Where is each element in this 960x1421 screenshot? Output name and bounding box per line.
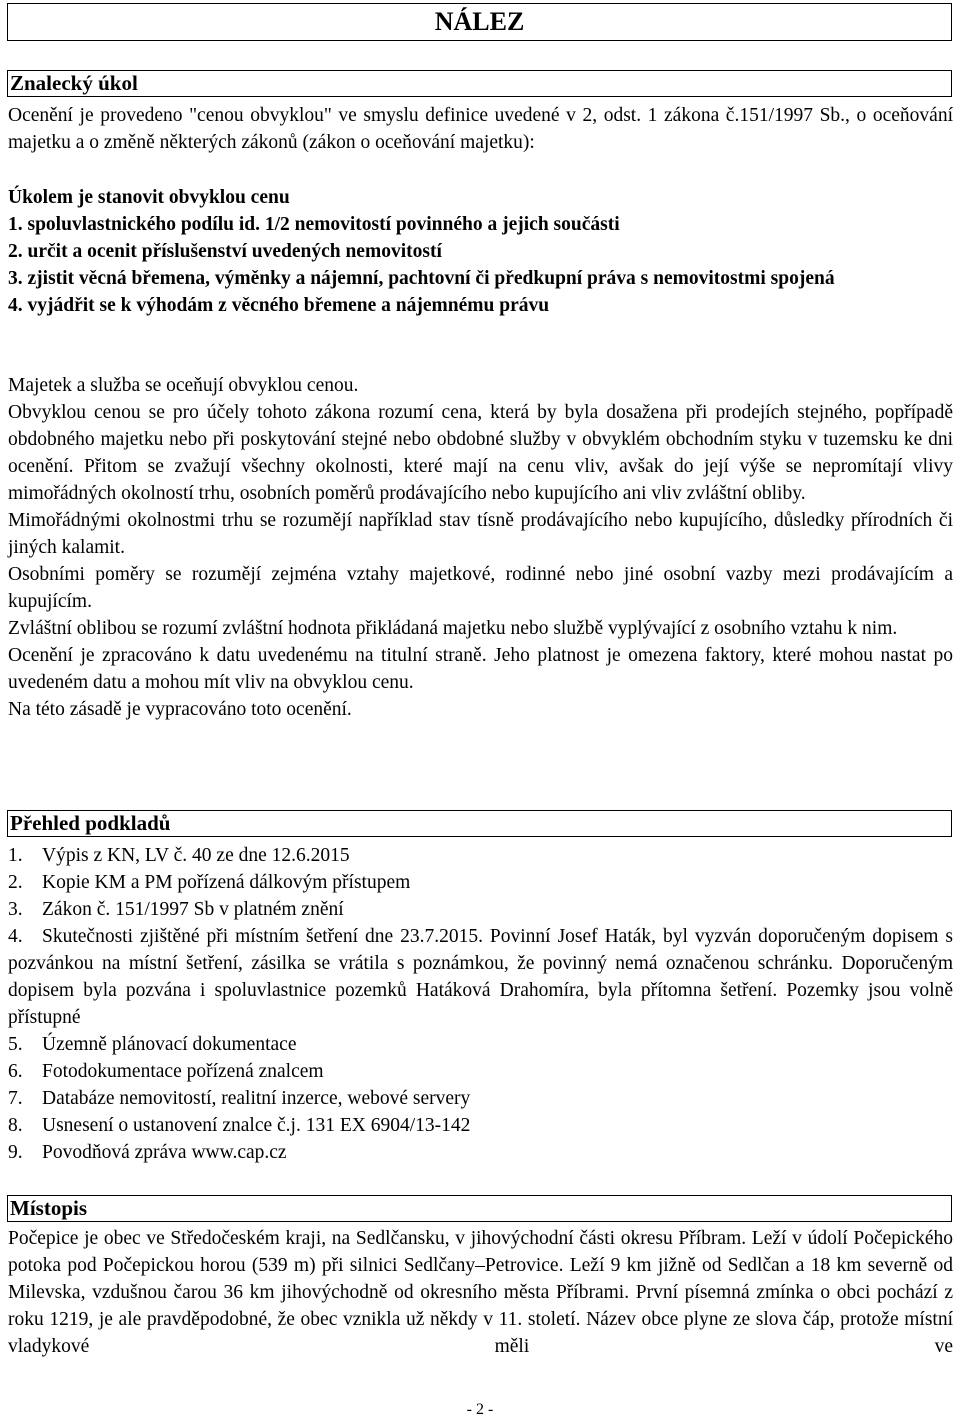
definition-paragraph: Majetek a služba se oceňují obvyklou cenou. xyxy=(8,375,359,396)
page-number: - 2 - xyxy=(466,1401,494,1418)
task-item: 2. určit a ocenit příslušenství uvedených nemovitostí xyxy=(8,241,442,262)
list-item: 5. Územně plánovací dokumentace xyxy=(8,1034,297,1055)
definition-text xyxy=(8,372,953,723)
list-item: 2. Kopie KM a PM pořízená dálkovým přístupem xyxy=(8,872,411,893)
section-heading-znalecky-ukol: Znalecký úkol xyxy=(7,70,952,97)
definition-paragraph: Na této zásadě je vypracováno toto ocenění. xyxy=(8,699,352,720)
list-item: 6. Fotodokumentace pořízená znalcem xyxy=(8,1061,324,1082)
definition-paragraph: Mimořádnými okolnostmi trhu se rozumějí například stav tísně prodávajícího nebo kupujícího, důsledky přírodních či jiných kalamit. xyxy=(8,510,953,558)
list-item: 4. Skutečnosti zjištěné při místním šetření dne 23.7.2015. Povinní Josef Haták, byl vyzván doporučeným dopisem s pozvánkou na místní šetření, zásilka se vrátila s poznámkou, že povinný nemá označenou schránku. Doporučeným dopisem byla pozvána i spoluvlastnice pozemků Hatáková Drahomíra, byla přítomna šetření. Pozemky jsou volně přístupné xyxy=(8,926,953,1028)
list-item: 9. Povodňová zpráva www.cap.cz xyxy=(8,1142,287,1163)
definition-paragraph: Zvláštní oblibou se rozumí zvláštní hodnota přikládaná majetku nebo službě vyplývající z osobního vztahu k nim. xyxy=(8,618,898,639)
list-item: 1. Výpis z KN, LV č. 40 ze dne 12.6.2015 xyxy=(8,845,350,866)
podklady-list xyxy=(8,842,953,1166)
section-heading-podklady: Přehled podkladů xyxy=(7,810,952,837)
task-item: 4. vyjádřit se k výhodám z věcného břemene a nájemnému právu xyxy=(8,295,550,316)
page-title: NÁLEZ xyxy=(7,3,952,41)
list-item: 3. Zákon č. 151/1997 Sb v platném znění xyxy=(8,899,344,920)
mistopis-paragraph: Počepice je obec ve Středočeském kraji, na Sedlčansku, v jihovýchodní části okresu Příbram. Leží v údolí Počepického potoka pod Počepickou horou (539 m) při silnici Sedlčany–Petrovice. Leží 9 km jižně od Sedlčan a 18 km severně od Milevska, vzdušnou čarou 36 km jihovýchodně od okresního města Příbrami. První písemná zmínka o obci pochází z roku 1219, je ale pravděpodobné, že obec vznikla už někdy v 11. století. Název obce plyne ze slova čáp, protože místní vladykové měli ve xyxy=(8,1228,953,1357)
list-item: 8. Usnesení o ustanovení znalce č.j. 131 EX 6904/13-142 xyxy=(8,1115,471,1136)
section-heading-mistopis: Místopis xyxy=(7,1195,952,1222)
intro-paragraph: Ocenění je provedeno "cenou obvyklou" ve smyslu definice uvedené v 2, odst. 1 zákona č.151/1997 Sb., o oceňování majetku a o změně některých zákonů (zákon o oceňování majetku): xyxy=(8,105,953,153)
definition-paragraph: Osobními poměry se rozumějí zejména vztahy majetkové, rodinné nebo jiné osobní vazby mezi prodávajícím a kupujícím. xyxy=(8,564,953,612)
task-list xyxy=(8,184,953,319)
task-item: 3. zjistit věcná břemena, výměnky a nájemní, pachtovní či předkupní práva s nemovitostmi spojená xyxy=(8,268,835,289)
list-item: 7. Databáze nemovitostí, realitní inzerce, webové servery xyxy=(8,1088,471,1109)
task-item: 1. spoluvlastnického podílu id. 1/2 nemovitostí povinného a jejich součásti xyxy=(8,214,620,235)
task-title: Úkolem je stanovit obvyklou cenu xyxy=(8,187,290,208)
definition-paragraph: Ocenění je zpracováno k datu uvedenému na titulní straně. Jeho platnost je omezena faktory, které mohou nastat po uvedeném datu a mohou mít vliv na obvyklou cenu. xyxy=(8,645,953,693)
definition-paragraph: Obvyklou cenou se pro účely tohoto zákona rozumí cena, která by byla dosažena při prodejích stejného, popřípadě obdobného majetku nebo při poskytování stejné nebo obdobné služby v obvyklém obchodním styku v tuzemsku ke dni ocenění. Přitom se zvažují všechny okolnosti, které mají na cenu vliv, avšak do její výše se nepromítají vlivy mimořádných okolností trhu, osobních poměrů prodávajícího nebo kupujícího ani vliv zvláštní obliby. xyxy=(8,402,953,504)
